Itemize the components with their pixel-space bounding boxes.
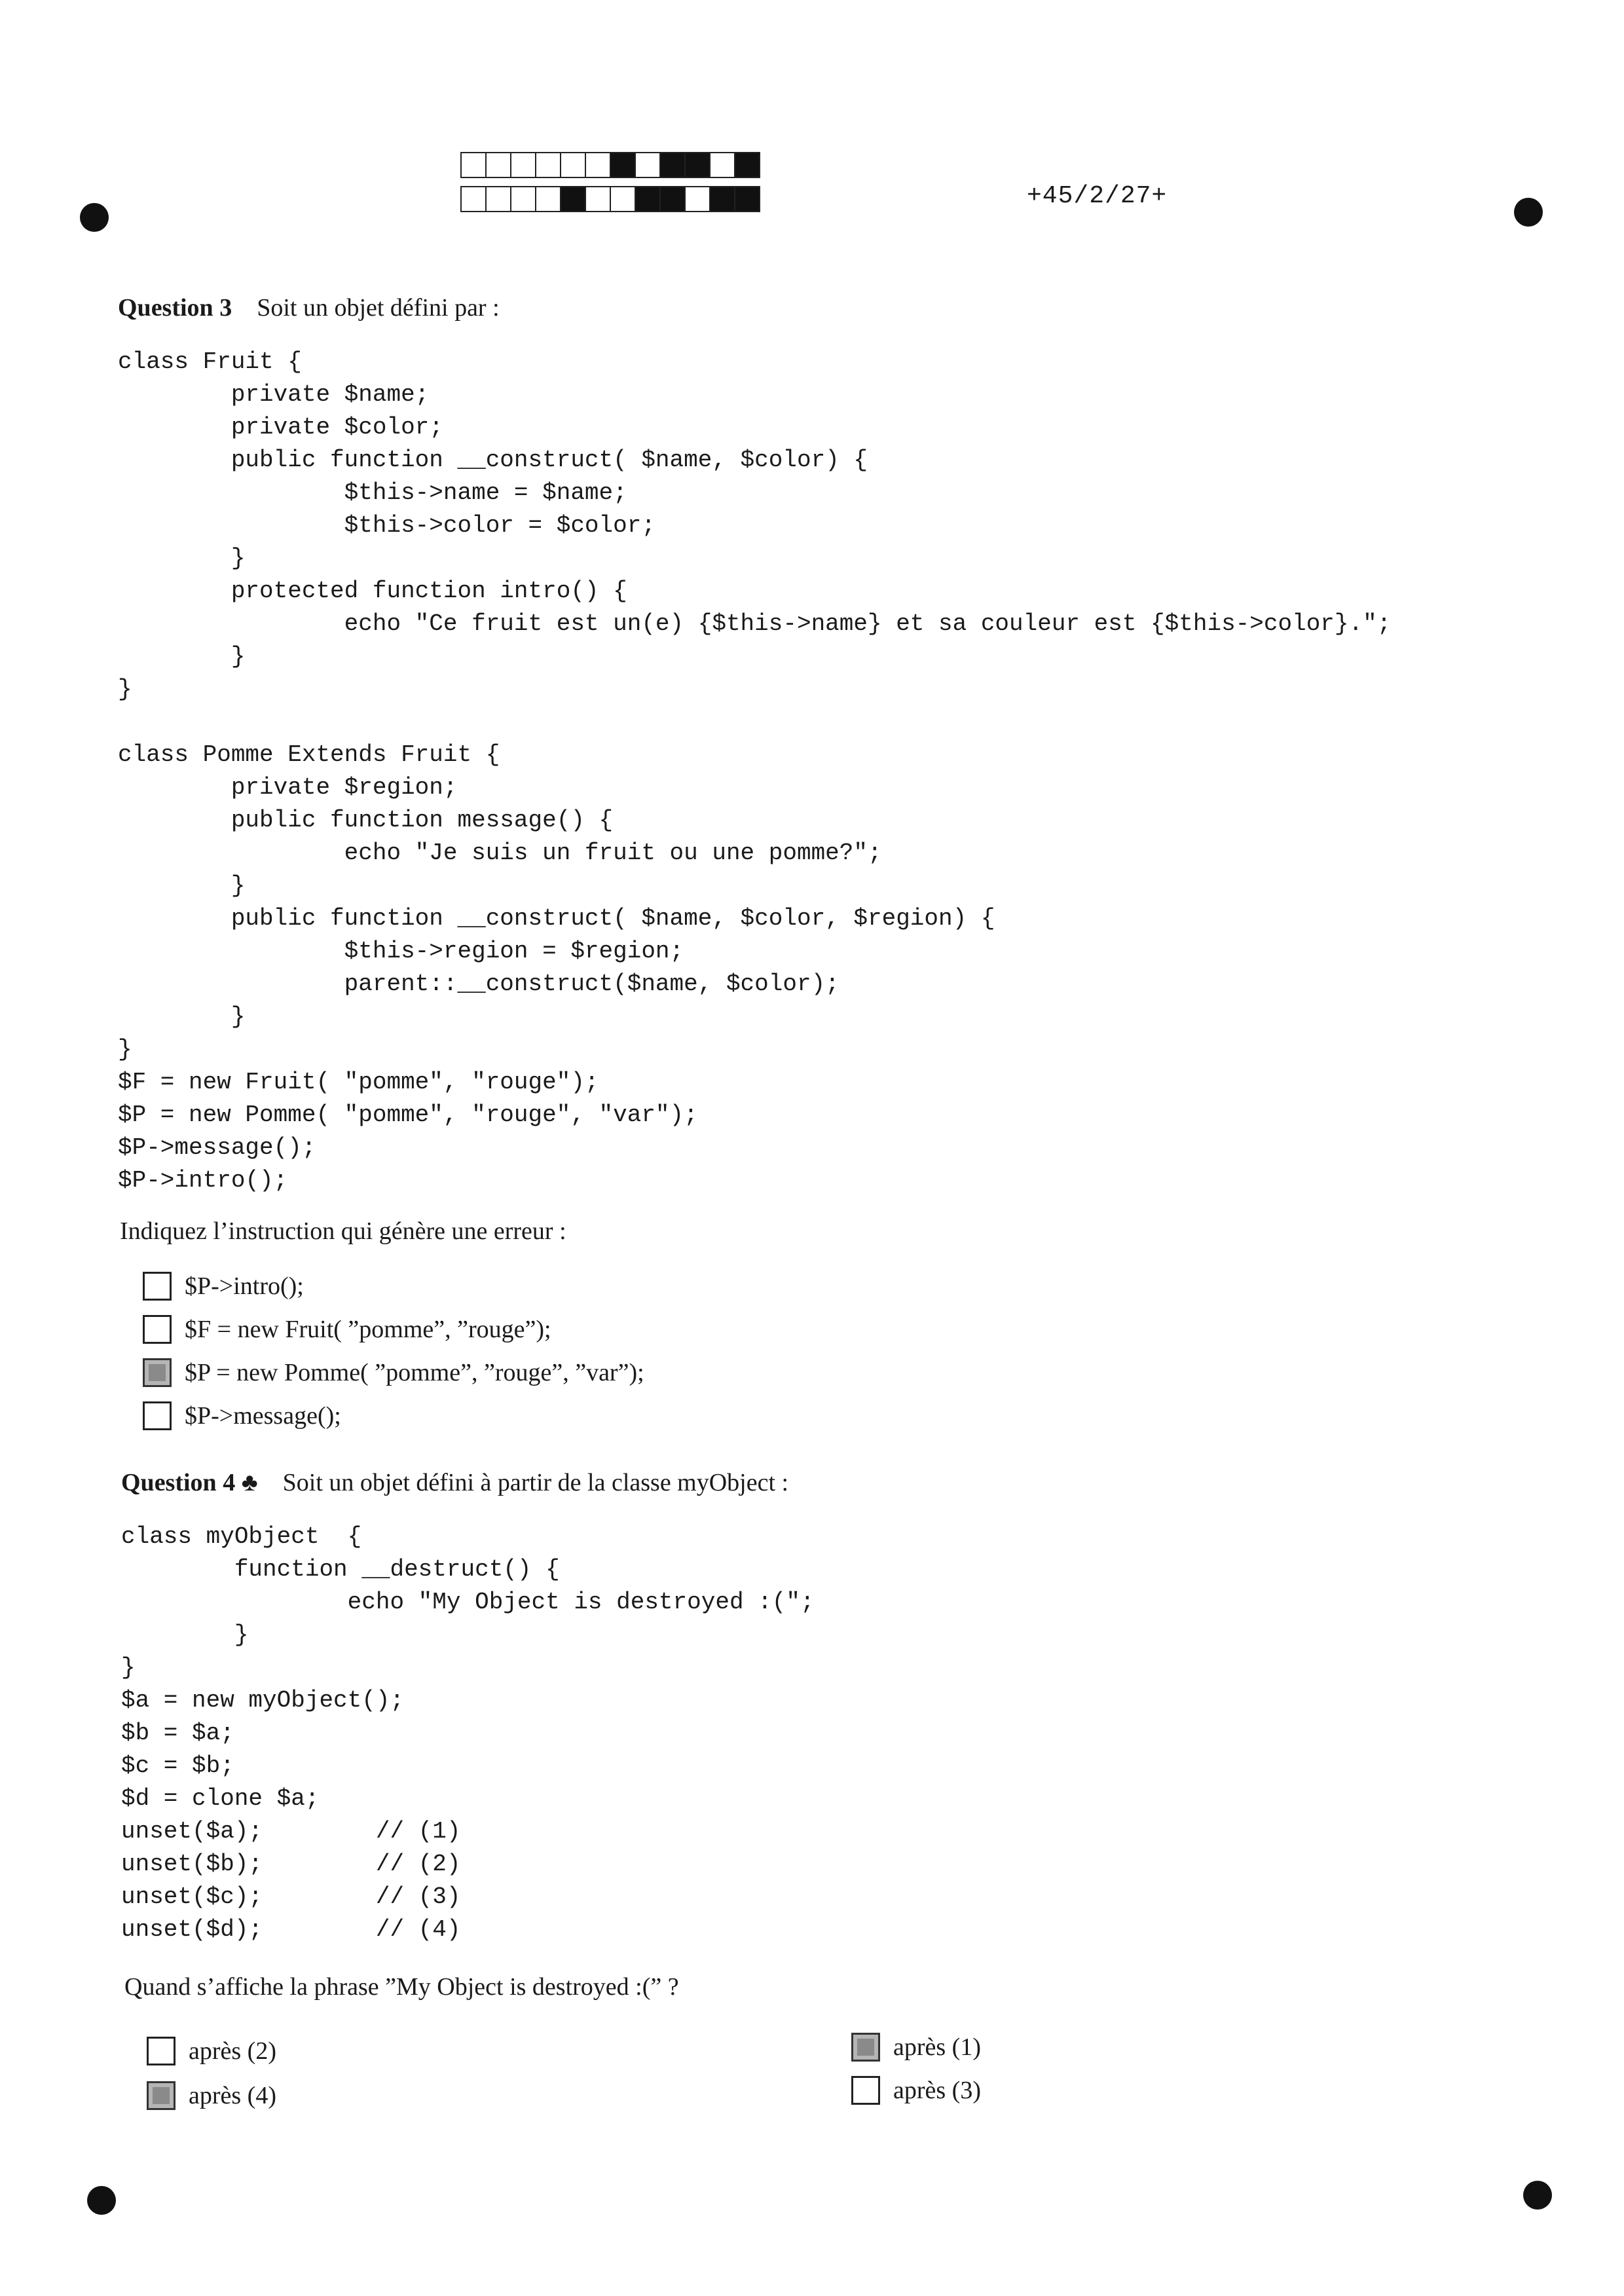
barcode-cell [659,186,686,212]
barcode-cell [709,186,735,212]
barcode-cell [659,152,686,178]
q3-choice-3[interactable] [143,1358,644,1387]
barcode-cell [535,186,561,212]
q3-choice-1-label: $P->intro(); [185,1272,304,1300]
registration-mark-top-left [80,203,109,232]
q3-choice-1[interactable] [143,1272,304,1301]
barcode-cell [510,186,536,212]
q3-choice-2-label: $F = new Fruit( ”pomme”, ”rouge”); [185,1316,551,1343]
registration-mark-top-right [1514,198,1543,227]
barcode-cell [734,186,760,212]
question-4-prompt: Quand s’affiche la phrase ”My Object is destroyed :(” ? [124,1973,679,2001]
barcode-cell [684,186,710,212]
q3-choice-2[interactable] [143,1315,551,1344]
q4-choice-2-label: après (4) [189,2082,276,2109]
question-4-text: Soit un objet défini à partir de la classe myObject : [282,1469,789,1496]
barcode-cell [510,152,536,178]
q3-choice-1-checkbox[interactable] [143,1272,172,1301]
q4-choice-3[interactable] [851,2033,981,2062]
barcode-cell [734,152,760,178]
barcode-cell [485,152,511,178]
q4-choice-1-label: après (2) [189,2037,276,2065]
q3-choice-3-checkbox[interactable] [143,1358,172,1387]
q4-choice-2[interactable] [147,2081,276,2110]
page-code: +45/2/27+ [1027,182,1168,210]
question-4-code: class myObject { function __destruct() { echo "My Object is destroyed :("; } } $a = new myObject(); $b = $a; $c = $b; $d = clone $a; unset($a); // (1) unset($b); // (2) unset($c); // (3) unset($d); // (4) [121,1523,815,1943]
barcode-cell [560,152,586,178]
barcode-cell [485,186,511,212]
barcode-cell [585,152,611,178]
registration-mark-bottom-right [1523,2181,1552,2210]
q4-choice-3-checkbox[interactable] [851,2033,880,2062]
q4-choice-4[interactable] [851,2076,981,2105]
q3-choice-3-label: $P = new Pomme( ”pomme”, ”rouge”, ”var”); [185,1359,644,1386]
q4-choice-4-label: après (3) [893,2077,981,2104]
q4-choice-1[interactable] [147,2037,276,2065]
barcode-cell [635,152,661,178]
q4-choice-4-checkbox[interactable] [851,2076,880,2105]
registration-mark-bottom-left [87,2186,116,2215]
barcode-cell [560,186,586,212]
question-3-code: class Fruit { private $name; private $color; public function __construct( $name, $color) { $this->name = $name; $this->color = $color; } protected function intro() { echo "Ce fruit est un(e) {$this->name} et sa couleur est {$this->color}."; } } class Pomme Extends Fruit { private $region; public function message() { echo "Je suis un fruit ou une pomme?"; } public function __construct( $name, $color, $region) { $this->region = $region; parent::__construct($name, $color); } } $F = new Fruit( "pomme", "rouge"); $P = new Pomme( "pomme", "rouge", "var"); $P->message(); $P->intro(); [118,348,1392,1194]
barcode-cell [684,152,710,178]
q4-choice-3-label: après (1) [893,2033,981,2061]
q3-choice-4-checkbox[interactable] [143,1401,172,1430]
question-3-prompt: Indiquez l’instruction qui génère une erreur : [120,1217,566,1245]
q3-choice-4[interactable] [143,1401,341,1430]
barcode-cell [460,186,487,212]
question-4-header [121,1468,788,1497]
barcode-cell [610,186,636,212]
barcode-cell [610,152,636,178]
barcode-cell [585,186,611,212]
barcode-cell [709,152,735,178]
barcode-row-1 [460,152,759,178]
q3-choice-2-checkbox[interactable] [143,1315,172,1344]
barcode-row-2 [460,186,759,212]
barcode-cell [460,152,487,178]
barcode-cell [635,186,661,212]
q3-choice-4-label: $P->message(); [185,1402,341,1430]
q4-choice-2-checkbox[interactable] [147,2081,175,2110]
question-3-text: Soit un objet défini par : [257,294,500,322]
question-4-label: Question 4 ♣ [121,1469,258,1496]
question-3-label: Question 3 [118,294,232,322]
question-3-header [118,293,500,322]
barcode-cell [535,152,561,178]
q4-choice-1-checkbox[interactable] [147,2037,175,2065]
